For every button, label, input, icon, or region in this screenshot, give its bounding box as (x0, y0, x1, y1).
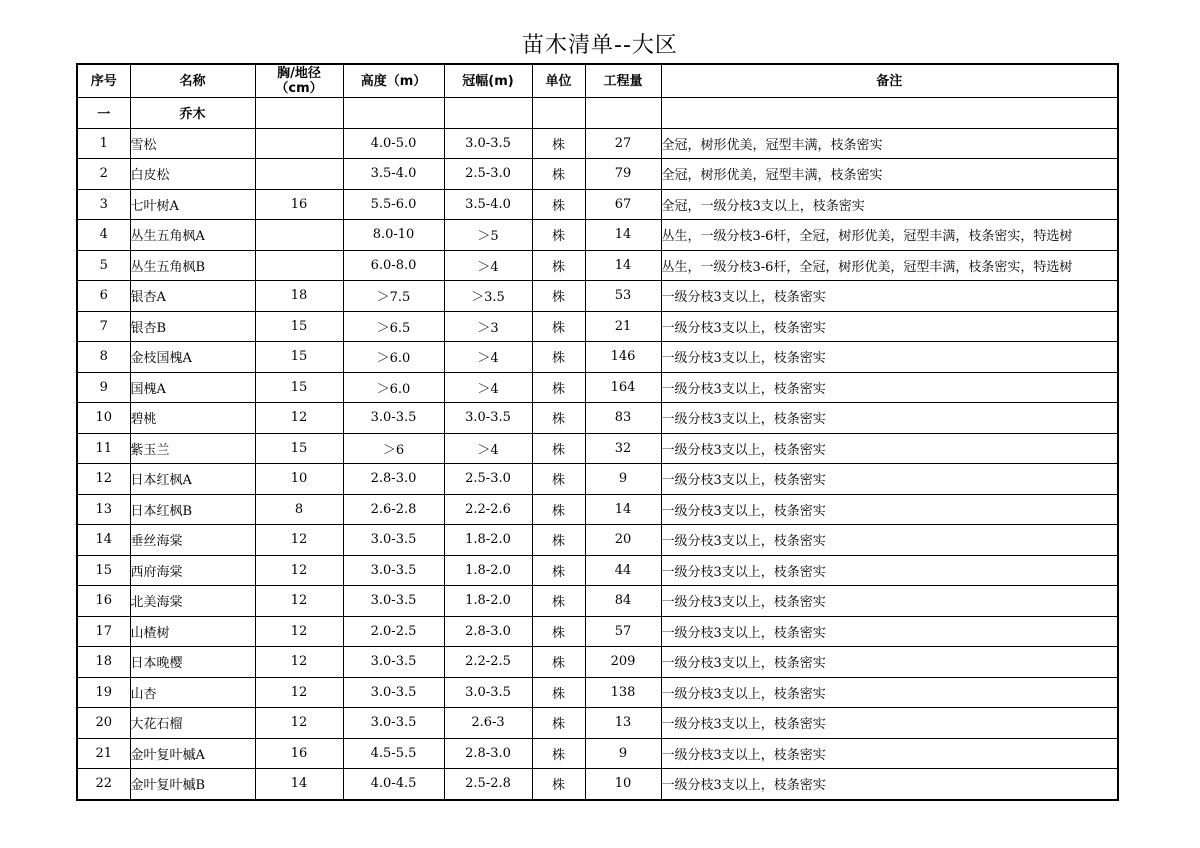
cell-diameter: 15 (255, 372, 343, 403)
cell-unit: 株 (532, 555, 585, 586)
cell-crown: ＞3 (444, 311, 532, 342)
cell-crown: 2.8-3.0 (444, 738, 532, 769)
cell-crown: 2.2-2.5 (444, 647, 532, 678)
cell-unit: 株 (532, 372, 585, 403)
cell-unit: 株 (532, 189, 585, 220)
cell-name: 大花石榴 (130, 708, 255, 739)
cell-unit: 株 (532, 464, 585, 495)
cell-name: 银杏A (130, 281, 255, 312)
header-diameter (255, 64, 343, 98)
cell-name: 碧桃 (130, 403, 255, 434)
cell-seq: 4 (77, 220, 130, 251)
table-row (77, 586, 1118, 617)
cell-quantity: 14 (585, 494, 661, 525)
cell-seq: 22 (77, 769, 130, 800)
cell-seq: 19 (77, 677, 130, 708)
cell-quantity: 53 (585, 281, 661, 312)
cell-quantity: 83 (585, 403, 661, 434)
table-row (77, 342, 1118, 373)
cell-crown: 2.2-2.6 (444, 494, 532, 525)
cell-name: 金叶复叶槭A (130, 738, 255, 769)
cell-unit: 株 (532, 708, 585, 739)
cell-diameter: 12 (255, 616, 343, 647)
cell-name: 白皮松 (130, 159, 255, 190)
cell-diameter: 18 (255, 281, 343, 312)
cell-height: 6.0-8.0 (343, 250, 444, 281)
category-row (77, 98, 1118, 129)
table-row (77, 281, 1118, 312)
cell-diameter: 15 (255, 311, 343, 342)
cell-remark: 一级分枝3支以上，枝条密实 (661, 708, 1118, 739)
cell-diameter (255, 128, 343, 159)
cell-quantity: 13 (585, 708, 661, 739)
cell-height: ＞7.5 (343, 281, 444, 312)
cell-height: 2.0-2.5 (343, 616, 444, 647)
cell-diameter: 10 (255, 464, 343, 495)
cell-crown: ＞3.5 (444, 281, 532, 312)
cell-crown: 3.0-3.5 (444, 677, 532, 708)
category-name: 乔木 (130, 98, 255, 129)
cell-seq: 3 (77, 189, 130, 220)
cell-name: 北美海棠 (130, 586, 255, 617)
cell-height: 2.8-3.0 (343, 464, 444, 495)
cell-remark: 一级分枝3支以上，枝条密实 (661, 464, 1118, 495)
cell-quantity: 9 (585, 464, 661, 495)
cell-seq: 5 (77, 250, 130, 281)
cell-unit: 株 (532, 281, 585, 312)
cell-diameter: 15 (255, 433, 343, 464)
cell-unit: 株 (532, 769, 585, 800)
cell-quantity: 14 (585, 250, 661, 281)
cell-quantity: 20 (585, 525, 661, 556)
cell-unit: 株 (532, 586, 585, 617)
cell-remark: 全冠，树形优美，冠型丰满，枝条密实 (661, 128, 1118, 159)
cell-remark: 一级分枝3支以上，枝条密实 (661, 616, 1118, 647)
table-row (77, 738, 1118, 769)
cell-seq: 7 (77, 311, 130, 342)
cell-name: 山楂树 (130, 616, 255, 647)
cell-diameter: 12 (255, 403, 343, 434)
cell-height: 5.5-6.0 (343, 189, 444, 220)
cell-quantity: 14 (585, 220, 661, 251)
cell-remark: 一级分枝3支以上，枝条密实 (661, 494, 1118, 525)
cell-remark: 一级分枝3支以上，枝条密实 (661, 433, 1118, 464)
table-row (77, 708, 1118, 739)
cell-remark: 一级分枝3支以上，枝条密实 (661, 403, 1118, 434)
cell-crown: 2.8-3.0 (444, 616, 532, 647)
cell-crown: 2.5-2.8 (444, 769, 532, 800)
cell-remark: 一级分枝3支以上，枝条密实 (661, 311, 1118, 342)
table-row (77, 647, 1118, 678)
cell-crown: 3.0-3.5 (444, 403, 532, 434)
cell-quantity: 21 (585, 311, 661, 342)
cell-crown: 2.6-3 (444, 708, 532, 739)
cell-seq: 18 (77, 647, 130, 678)
cell-unit: 株 (532, 250, 585, 281)
cell-diameter (255, 159, 343, 190)
cell-height: 4.0-5.0 (343, 128, 444, 159)
cell-remark: 丛生，一级分枝3-6杆，全冠，树形优美，冠型丰满，枝条密实，特选树 (661, 220, 1118, 251)
cell-remark: 一级分枝3支以上，枝条密实 (661, 525, 1118, 556)
cell-name: 日本红枫B (130, 494, 255, 525)
category-seq: 一 (77, 98, 130, 129)
cell-crown: 1.8-2.0 (444, 586, 532, 617)
empty-cell (532, 98, 585, 129)
table-row (77, 555, 1118, 586)
cell-height: 3.0-3.5 (343, 647, 444, 678)
cell-seq: 15 (77, 555, 130, 586)
cell-quantity: 10 (585, 769, 661, 800)
cell-height: 8.0-10 (343, 220, 444, 251)
cell-height: 3.0-3.5 (343, 555, 444, 586)
cell-quantity: 79 (585, 159, 661, 190)
cell-remark: 丛生，一级分枝3-6杆，全冠，树形优美，冠型丰满，枝条密实，特选树 (661, 250, 1118, 281)
cell-name: 西府海棠 (130, 555, 255, 586)
cell-crown: ＞4 (444, 250, 532, 281)
table-row (77, 616, 1118, 647)
cell-crown: 2.5-3.0 (444, 464, 532, 495)
cell-seq: 6 (77, 281, 130, 312)
cell-remark: 一级分枝3支以上，枝条密实 (661, 372, 1118, 403)
table-row (77, 433, 1118, 464)
cell-diameter: 12 (255, 677, 343, 708)
header-quantity: 工程量 (585, 64, 661, 98)
cell-seq: 13 (77, 494, 130, 525)
cell-crown: ＞4 (444, 433, 532, 464)
cell-name: 银杏B (130, 311, 255, 342)
cell-diameter: 12 (255, 586, 343, 617)
cell-remark: 一级分枝3支以上，枝条密实 (661, 769, 1118, 800)
cell-remark: 一级分枝3支以上，枝条密实 (661, 738, 1118, 769)
cell-remark: 全冠，一级分枝3支以上，枝条密实 (661, 189, 1118, 220)
page-title: 苗木清单--大区 (522, 33, 678, 58)
cell-seq: 20 (77, 708, 130, 739)
cell-height: 3.0-3.5 (343, 677, 444, 708)
cell-seq: 16 (77, 586, 130, 617)
empty-cell (343, 98, 444, 129)
cell-remark: 一级分枝3支以上，枝条密实 (661, 586, 1118, 617)
cell-quantity: 57 (585, 616, 661, 647)
cell-unit: 株 (532, 342, 585, 373)
cell-remark: 一级分枝3支以上，枝条密实 (661, 555, 1118, 586)
cell-remark: 一级分枝3支以上，枝条密实 (661, 342, 1118, 373)
cell-quantity: 67 (585, 189, 661, 220)
header-height: 高度（m） (343, 64, 444, 98)
cell-unit: 株 (532, 525, 585, 556)
cell-height: 3.0-3.5 (343, 403, 444, 434)
cell-quantity: 44 (585, 555, 661, 586)
header-diameter-line1: 胸/地径 (277, 66, 321, 81)
cell-seq: 1 (77, 128, 130, 159)
seedling-table (76, 63, 1119, 801)
cell-name: 金枝国槐A (130, 342, 255, 373)
cell-name: 日本红枫A (130, 464, 255, 495)
cell-seq: 10 (77, 403, 130, 434)
cell-seq: 8 (77, 342, 130, 373)
cell-unit: 株 (532, 128, 585, 159)
table-row (77, 189, 1118, 220)
table-row (77, 372, 1118, 403)
cell-name: 紫玉兰 (130, 433, 255, 464)
table-row (77, 311, 1118, 342)
header-remark: 备注 (661, 64, 1118, 98)
cell-seq: 21 (77, 738, 130, 769)
cell-height: ＞6.5 (343, 311, 444, 342)
cell-quantity: 146 (585, 342, 661, 373)
cell-name: 七叶树A (130, 189, 255, 220)
empty-cell (661, 98, 1118, 129)
cell-height: 3.5-4.0 (343, 159, 444, 190)
cell-height: ＞6 (343, 433, 444, 464)
cell-unit: 株 (532, 738, 585, 769)
empty-cell (444, 98, 532, 129)
cell-name: 日本晚樱 (130, 647, 255, 678)
cell-crown: 1.8-2.0 (444, 555, 532, 586)
cell-seq: 9 (77, 372, 130, 403)
cell-height: 3.0-3.5 (343, 586, 444, 617)
table-row (77, 403, 1118, 434)
cell-seq: 11 (77, 433, 130, 464)
cell-seq: 2 (77, 159, 130, 190)
cell-unit: 株 (532, 433, 585, 464)
cell-unit: 株 (532, 677, 585, 708)
header-name: 名称 (130, 64, 255, 98)
cell-quantity: 84 (585, 586, 661, 617)
cell-height: 4.0-4.5 (343, 769, 444, 800)
table-row (77, 677, 1118, 708)
cell-name: 垂丝海棠 (130, 525, 255, 556)
cell-diameter: 16 (255, 738, 343, 769)
cell-height: ＞6.0 (343, 372, 444, 403)
cell-unit: 株 (532, 616, 585, 647)
cell-quantity: 9 (585, 738, 661, 769)
cell-crown: ＞5 (444, 220, 532, 251)
cell-crown: 2.5-3.0 (444, 159, 532, 190)
table-row (77, 220, 1118, 251)
cell-name: 丛生五角枫B (130, 250, 255, 281)
empty-cell (585, 98, 661, 129)
header-crown: 冠幅(m) (444, 64, 532, 98)
cell-diameter: 15 (255, 342, 343, 373)
cell-name: 山杏 (130, 677, 255, 708)
cell-name: 丛生五角枫A (130, 220, 255, 251)
cell-diameter: 12 (255, 555, 343, 586)
cell-unit: 株 (532, 311, 585, 342)
table-row (77, 159, 1118, 190)
table-row (77, 250, 1118, 281)
cell-remark: 一级分枝3支以上，枝条密实 (661, 677, 1118, 708)
cell-remark: 一级分枝3支以上，枝条密实 (661, 281, 1118, 312)
cell-height: 2.6-2.8 (343, 494, 444, 525)
table-row (77, 494, 1118, 525)
cell-diameter (255, 250, 343, 281)
cell-name: 雪松 (130, 128, 255, 159)
cell-height: ＞6.0 (343, 342, 444, 373)
cell-diameter: 12 (255, 647, 343, 678)
cell-crown: 3.0-3.5 (444, 128, 532, 159)
header-seq: 序号 (77, 64, 130, 98)
cell-remark: 一级分枝3支以上，枝条密实 (661, 647, 1118, 678)
cell-unit: 株 (532, 647, 585, 678)
cell-crown: 1.8-2.0 (444, 525, 532, 556)
table-row (77, 525, 1118, 556)
table-row (77, 128, 1118, 159)
cell-unit: 株 (532, 403, 585, 434)
cell-name: 国槐A (130, 372, 255, 403)
empty-cell (255, 98, 343, 129)
cell-diameter: 12 (255, 708, 343, 739)
cell-crown: ＞4 (444, 342, 532, 373)
cell-quantity: 164 (585, 372, 661, 403)
cell-height: 3.0-3.5 (343, 708, 444, 739)
header-diameter-line2: （cm） (275, 81, 323, 96)
table-row (77, 464, 1118, 495)
cell-height: 3.0-3.5 (343, 525, 444, 556)
cell-quantity: 138 (585, 677, 661, 708)
header-unit: 单位 (532, 64, 585, 98)
cell-diameter: 14 (255, 769, 343, 800)
cell-height: 4.5-5.5 (343, 738, 444, 769)
cell-diameter: 12 (255, 525, 343, 556)
cell-seq: 17 (77, 616, 130, 647)
cell-crown: 3.5-4.0 (444, 189, 532, 220)
cell-seq: 14 (77, 525, 130, 556)
table-row (77, 769, 1118, 800)
header-row (77, 64, 1118, 98)
cell-unit: 株 (532, 220, 585, 251)
cell-name: 金叶复叶槭B (130, 769, 255, 800)
cell-diameter: 16 (255, 189, 343, 220)
cell-quantity: 27 (585, 128, 661, 159)
cell-crown: ＞4 (444, 372, 532, 403)
cell-seq: 12 (77, 464, 130, 495)
cell-unit: 株 (532, 494, 585, 525)
cell-quantity: 209 (585, 647, 661, 678)
cell-unit: 株 (532, 159, 585, 190)
cell-remark: 全冠，树形优美，冠型丰满，枝条密实 (661, 159, 1118, 190)
cell-diameter (255, 220, 343, 251)
cell-quantity: 32 (585, 433, 661, 464)
cell-diameter: 8 (255, 494, 343, 525)
